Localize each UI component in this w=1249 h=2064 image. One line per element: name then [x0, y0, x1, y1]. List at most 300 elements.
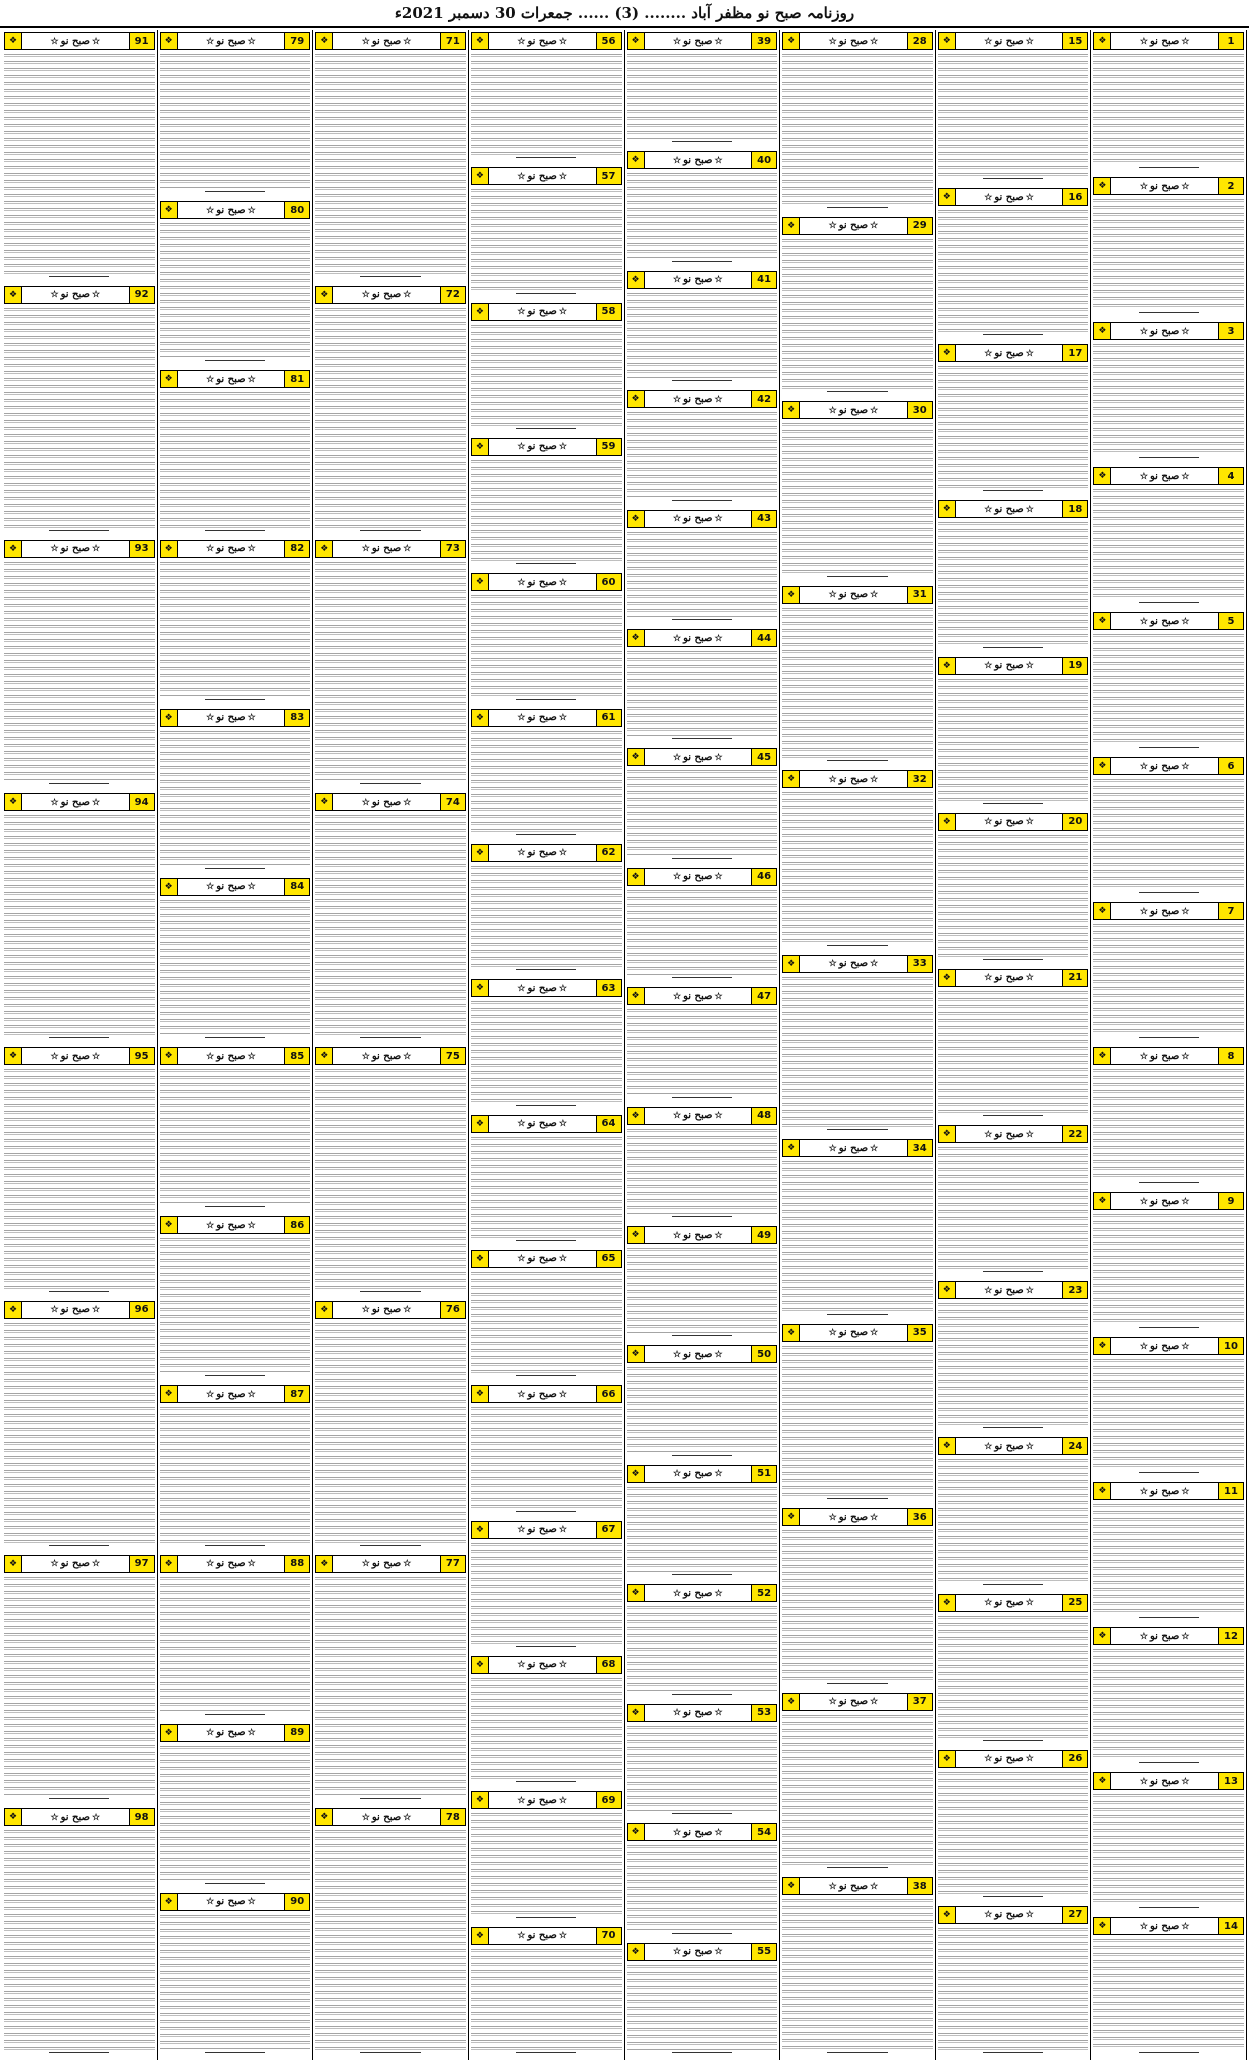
star-icon: ☆: [673, 633, 682, 644]
item-divider: [360, 530, 420, 537]
news-item-title-text: صبح نو: [1149, 325, 1180, 337]
news-text-block: [4, 52, 155, 274]
news-item: [627, 1582, 778, 1701]
news-item-number: 18: [1062, 501, 1087, 517]
star-icon: ☆: [714, 633, 723, 644]
star-icon: ☆: [361, 797, 370, 808]
news-text-block: [627, 171, 778, 258]
news-item: [471, 436, 622, 571]
newspaper-icon: ❖: [628, 1585, 645, 1601]
news-item-title: [178, 1051, 285, 1062]
news-item: [315, 1045, 466, 1299]
newspaper-icon: ❖: [316, 1048, 333, 1064]
star-icon: ☆: [517, 1254, 526, 1265]
news-item-header: [782, 1324, 933, 1342]
news-item-body: [938, 1457, 1089, 1581]
news-item-body: [160, 1067, 311, 1204]
news-item-title: [1111, 761, 1218, 772]
news-item: [627, 1702, 778, 1821]
star-icon: ☆: [714, 872, 723, 883]
news-item-title-text: صبح نو: [216, 204, 246, 216]
newspaper-icon: ❖: [783, 1878, 800, 1894]
news-text-block: [4, 1828, 155, 2050]
news-item-header: [160, 201, 311, 219]
news-item-number: 83: [284, 710, 309, 726]
star-icon: ☆: [517, 36, 526, 47]
news-item-body: [938, 677, 1089, 801]
news-item-body: [471, 593, 622, 696]
item-divider: [672, 1813, 732, 1820]
item-divider: [672, 858, 732, 865]
item-divider: [49, 530, 109, 537]
star-icon: ☆: [1181, 1776, 1190, 1787]
news-item-title: [1111, 1196, 1218, 1207]
news-item-body: [1093, 632, 1244, 745]
newspaper-icon: ❖: [628, 630, 645, 646]
news-item-number: 43: [751, 511, 776, 527]
news-text-block: [471, 864, 622, 967]
news-item-number: 37: [907, 1694, 932, 1710]
news-item-title-text: صبح نو: [371, 289, 402, 301]
news-item-body: [4, 813, 155, 1035]
news-item-title: [22, 289, 129, 300]
news-item-number: 98: [129, 1809, 154, 1825]
news-text-block: [627, 1724, 778, 1811]
news-item-header: [471, 1791, 622, 1809]
news-item-title: [800, 36, 907, 47]
news-item-title: [178, 374, 285, 385]
star-icon: ☆: [1025, 1285, 1034, 1296]
star-icon: ☆: [247, 1897, 256, 1908]
news-item-header: [471, 1250, 622, 1268]
item-divider: [205, 530, 265, 537]
news-item-header: [315, 32, 466, 50]
news-item-number: 28: [907, 33, 932, 49]
news-item-number: 45: [751, 749, 776, 765]
news-item-header: [782, 401, 933, 419]
news-item-title-text: صبح نو: [683, 35, 713, 47]
news-item-body: [315, 1828, 466, 2050]
news-text-block: [471, 1676, 622, 1779]
news-item: [938, 1435, 1089, 1591]
news-item-title-text: صبح نو: [683, 751, 713, 763]
newspaper-icon: ❖: [161, 1894, 178, 1910]
news-text-block: [4, 1575, 155, 1797]
news-item-header: [938, 188, 1089, 206]
news-item: [1093, 465, 1244, 610]
star-icon: ☆: [984, 348, 993, 359]
news-item: [627, 1224, 778, 1343]
star-icon: ☆: [1025, 1910, 1034, 1921]
news-item-title-text: صبح نو: [683, 871, 713, 883]
news-text-block: [471, 458, 622, 561]
newspaper-icon: ❖: [628, 152, 645, 168]
item-divider: [827, 207, 887, 214]
star-icon: ☆: [673, 752, 682, 763]
news-item-header: [471, 709, 622, 727]
item-divider: [672, 380, 732, 387]
news-item-number: 90: [284, 1894, 309, 1910]
news-item: [1093, 900, 1244, 1045]
news-item-header: [315, 286, 466, 304]
news-item-body: [4, 1575, 155, 1797]
newspaper-icon: ❖: [472, 168, 489, 184]
star-icon: ☆: [870, 1512, 879, 1523]
news-item-number: 79: [284, 33, 309, 49]
star-icon: ☆: [558, 36, 567, 47]
news-item-body: [627, 1365, 778, 1452]
news-item-body: [471, 729, 622, 832]
news-item: [1093, 1915, 1244, 2060]
news-item-header: [160, 1724, 311, 1742]
news-item-title-text: صبح نو: [683, 393, 713, 405]
news-item-title-text: صبح نو: [216, 373, 246, 385]
news-item-number: 88: [284, 1556, 309, 1572]
star-icon: ☆: [206, 544, 215, 555]
news-item-title-text: صبح نو: [994, 972, 1024, 984]
news-item-title: [489, 171, 596, 182]
star-icon: ☆: [1181, 1341, 1190, 1352]
news-item-header: [160, 1893, 311, 1911]
star-icon: ☆: [92, 1051, 101, 1062]
news-item-body: [938, 364, 1089, 488]
news-item-number: 80: [284, 202, 309, 218]
newspaper-icon: ❖: [472, 1251, 489, 1267]
newspaper-icon: ❖: [628, 1944, 645, 1960]
item-divider: [205, 1206, 265, 1213]
star-icon: ☆: [714, 1588, 723, 1599]
news-item-number: 29: [907, 218, 932, 234]
star-icon: ☆: [828, 405, 837, 416]
newspaper-icon: ❖: [628, 1824, 645, 1840]
news-item-body: [627, 530, 778, 617]
item-divider: [49, 1545, 109, 1552]
news-item: [160, 30, 311, 199]
news-item-number: 46: [751, 869, 776, 885]
news-item-number: 2: [1218, 178, 1243, 194]
star-icon: ☆: [828, 1697, 837, 1708]
news-item-title-text: صبح نو: [1149, 1050, 1180, 1062]
item-divider: [1139, 602, 1199, 609]
news-item-body: [1093, 1792, 1244, 1905]
news-item-title-text: صبح نو: [60, 1558, 91, 1569]
news-item-header: [4, 286, 155, 304]
star-icon: ☆: [673, 275, 682, 286]
news-item-header: [315, 1555, 466, 1573]
news-text-block: [627, 888, 778, 975]
newspaper-icon: ❖: [628, 1227, 645, 1243]
news-item-title: [1111, 326, 1218, 337]
news-item-title-text: صبح نو: [838, 220, 869, 232]
news-item-body: [627, 52, 778, 139]
page-masthead: روزنامہ صبح نو مظفر آباد ........ (3) ...... جمعرات 30 دسمبر 2021ء: [0, 0, 1249, 28]
news-item-body: [782, 1159, 933, 1312]
star-icon: ☆: [517, 848, 526, 859]
news-item: [938, 342, 1089, 498]
news-item: [471, 707, 622, 842]
news-item-header: [782, 770, 933, 788]
item-divider: [516, 834, 576, 841]
news-item-title: [178, 1389, 285, 1400]
newspaper-icon: ❖: [316, 1302, 333, 1318]
news-item-title-text: صبح نو: [216, 1050, 246, 1062]
news-column: [157, 30, 313, 2060]
news-item-title-text: صبح نو: [1149, 180, 1180, 192]
news-item: [471, 30, 622, 165]
news-item-header: [627, 151, 778, 169]
star-icon: ☆: [984, 36, 993, 47]
item-divider: [672, 1335, 732, 1342]
news-item-body: [1093, 52, 1244, 165]
news-item: [627, 269, 778, 388]
news-item-title-text: صبح نو: [683, 1707, 713, 1719]
news-item-title: [956, 816, 1063, 827]
news-item-title-text: صبح نو: [60, 289, 91, 301]
star-icon: ☆: [1181, 906, 1190, 917]
star-icon: ☆: [247, 205, 256, 216]
news-item-header: [938, 1906, 1089, 1924]
star-icon: ☆: [403, 36, 412, 47]
newspaper-icon: ❖: [472, 1657, 489, 1673]
news-item-title-text: صبح نو: [1149, 760, 1180, 772]
news-text-block: [471, 729, 622, 832]
item-divider: [516, 563, 576, 570]
news-item-title: [178, 712, 285, 723]
news-item-title-text: صبح نو: [527, 847, 557, 859]
newspaper-icon: ❖: [316, 1809, 333, 1825]
star-icon: ☆: [403, 544, 412, 554]
news-item: [160, 1383, 311, 1552]
item-divider: [672, 1694, 732, 1701]
star-icon: ☆: [714, 1947, 723, 1957]
news-item-title-text: صبح نو: [527, 35, 557, 47]
star-icon: ☆: [403, 1305, 412, 1316]
news-item-number: 12: [1218, 1628, 1243, 1644]
news-item: [782, 584, 933, 769]
item-divider: [983, 2052, 1043, 2059]
item-divider: [49, 1798, 109, 1805]
news-item-number: 77: [440, 1556, 465, 1572]
news-item-title: [645, 394, 752, 405]
item-divider: [672, 261, 732, 268]
star-icon: ☆: [361, 1051, 370, 1062]
item-divider: [1139, 1907, 1199, 1914]
star-icon: ☆: [714, 514, 723, 525]
news-text-block: [471, 1811, 622, 1914]
news-item: [938, 1279, 1089, 1435]
news-item-title-text: صبح نو: [994, 1440, 1024, 1452]
news-text-block: [315, 813, 466, 1035]
news-item-title-text: صبح نو: [1149, 615, 1180, 627]
news-item: [160, 199, 311, 368]
news-item-title-text: صبح نو: [683, 154, 713, 166]
newspaper-icon: ❖: [783, 771, 800, 787]
news-item-title-text: صبح نو: [60, 1811, 91, 1823]
news-item-number: 47: [751, 988, 776, 1004]
news-text-block: [1093, 922, 1244, 1035]
newspaper-icon: ❖: [1094, 1483, 1111, 1499]
newspaper-icon: ❖: [161, 1217, 178, 1233]
star-icon: ☆: [828, 959, 837, 970]
news-item-body: [4, 306, 155, 528]
item-divider: [360, 1037, 420, 1044]
item-divider: [672, 977, 732, 984]
newspaper-icon: ❖: [161, 879, 178, 895]
newspaper-icon: ❖: [472, 304, 489, 320]
news-item-title: [489, 1389, 596, 1400]
news-item-header: [938, 1750, 1089, 1768]
news-item-body: [627, 649, 778, 736]
newspaper-icon: ❖: [939, 658, 956, 674]
newspaper-icon: ❖: [628, 1466, 645, 1482]
news-item-header: [938, 1125, 1089, 1143]
newspaper-icon: ❖: [1094, 1918, 1111, 1934]
star-icon: ☆: [984, 817, 993, 828]
newspaper-icon: ❖: [783, 218, 800, 234]
news-item-title: [178, 1727, 285, 1738]
star-icon: ☆: [1025, 1754, 1034, 1765]
star-icon: ☆: [870, 959, 879, 970]
item-divider: [827, 1129, 887, 1136]
item-divider: [983, 647, 1043, 654]
news-item-title-text: صبح نو: [216, 35, 246, 47]
news-item-title: [800, 958, 907, 969]
news-item-header: [4, 1555, 155, 1573]
news-item-title: [956, 660, 1063, 671]
news-text-block: [1093, 52, 1244, 165]
item-divider: [1139, 1182, 1199, 1189]
newspaper-icon: ❖: [472, 1928, 489, 1944]
news-item-number: 50: [751, 1346, 776, 1362]
news-item-body: [938, 1301, 1089, 1425]
news-item-header: [471, 32, 622, 50]
news-item-header: [471, 303, 622, 321]
news-item-header: [471, 979, 622, 997]
news-item-number: 76: [440, 1302, 465, 1318]
news-item-header: [471, 1927, 622, 1945]
news-text-block: [782, 1344, 933, 1497]
star-icon: ☆: [206, 205, 215, 216]
news-item-body: [471, 323, 622, 426]
star-icon: ☆: [247, 374, 256, 385]
news-item-header: [627, 748, 778, 766]
news-text-block: [627, 1127, 778, 1214]
news-item-number: 10: [1218, 1338, 1243, 1354]
news-item-title: [645, 36, 752, 47]
news-item-title: [489, 1118, 596, 1129]
news-item-number: 9: [1218, 1193, 1243, 1209]
news-item-header: [471, 844, 622, 862]
news-item: [471, 1519, 622, 1654]
star-icon: ☆: [361, 1305, 370, 1316]
news-item-body: [627, 410, 778, 497]
newspaper-icon: ❖: [1094, 323, 1111, 339]
news-item-title-text: صبح نو: [838, 773, 869, 785]
star-icon: ☆: [1181, 1921, 1190, 1932]
news-item-title: [489, 983, 596, 994]
news-item: [782, 1322, 933, 1507]
news-item-header: [160, 1047, 311, 1065]
news-item-title: [1111, 181, 1218, 192]
news-item-title: [956, 348, 1063, 359]
news-item-header: [782, 1139, 933, 1157]
news-item-title: [333, 1812, 440, 1823]
star-icon: ☆: [1139, 181, 1148, 192]
news-text-block: [1093, 1792, 1244, 1905]
newspaper-icon: ❖: [161, 541, 178, 557]
news-item-title: [800, 1143, 907, 1154]
item-divider: [360, 1798, 420, 1805]
star-icon: ☆: [714, 275, 723, 286]
news-item-number: 81: [284, 371, 309, 387]
news-text-block: [627, 768, 778, 855]
news-item: [315, 538, 466, 792]
news-item-title: [333, 1304, 440, 1315]
news-column: [468, 30, 624, 2060]
star-icon: ☆: [361, 1559, 370, 1569]
star-icon: ☆: [247, 1728, 256, 1739]
newspaper-icon: ❖: [783, 402, 800, 418]
news-item-number: 16: [1062, 189, 1087, 205]
news-item-header: [471, 438, 622, 456]
news-item-number: 85: [284, 1048, 309, 1064]
item-divider: [516, 1105, 576, 1112]
star-icon: ☆: [1139, 326, 1148, 337]
news-item-number: 1: [1218, 33, 1243, 49]
news-item-title: [489, 1524, 596, 1535]
star-icon: ☆: [1025, 504, 1034, 515]
newspaper-icon: ❖: [316, 541, 333, 557]
news-text-block: [627, 1365, 778, 1452]
star-icon: ☆: [247, 36, 256, 47]
news-item: [938, 655, 1089, 811]
news-text-block: [160, 1067, 311, 1204]
newspaper-icon: ❖: [472, 845, 489, 861]
newspaper-icon: ❖: [939, 1907, 956, 1923]
news-item-title: [956, 1597, 1063, 1608]
news-item-body: [315, 560, 466, 782]
news-item-number: 71: [440, 33, 465, 49]
news-item-header: [627, 32, 778, 50]
news-item-header: [4, 793, 155, 811]
news-item-number: 5: [1218, 613, 1243, 629]
news-item: [1093, 30, 1244, 175]
news-item-header: [627, 1107, 778, 1125]
star-icon: ☆: [1025, 973, 1034, 984]
newspaper-icon: ❖: [472, 1386, 489, 1402]
news-item-title: [489, 441, 596, 452]
item-divider: [360, 276, 420, 283]
star-icon: ☆: [247, 1051, 256, 1062]
star-icon: ☆: [984, 973, 993, 984]
news-text-block: [627, 1485, 778, 1572]
news-item-body: [160, 1405, 311, 1542]
item-divider: [516, 969, 576, 976]
news-item: [471, 1383, 622, 1518]
news-item-header: [1093, 1772, 1244, 1790]
news-item-title-text: صبح نو: [371, 1304, 402, 1316]
newspaper-icon: ❖: [5, 1556, 22, 1572]
news-item-title: [956, 36, 1063, 47]
news-text-block: [471, 323, 622, 426]
news-text-block: [1093, 1937, 1244, 2050]
news-item-header: [1093, 612, 1244, 630]
news-item-body: [315, 52, 466, 274]
item-divider: [205, 2052, 265, 2059]
news-item-title: [1111, 1776, 1218, 1787]
news-item-body: [938, 833, 1089, 957]
news-item-header: [782, 955, 933, 973]
